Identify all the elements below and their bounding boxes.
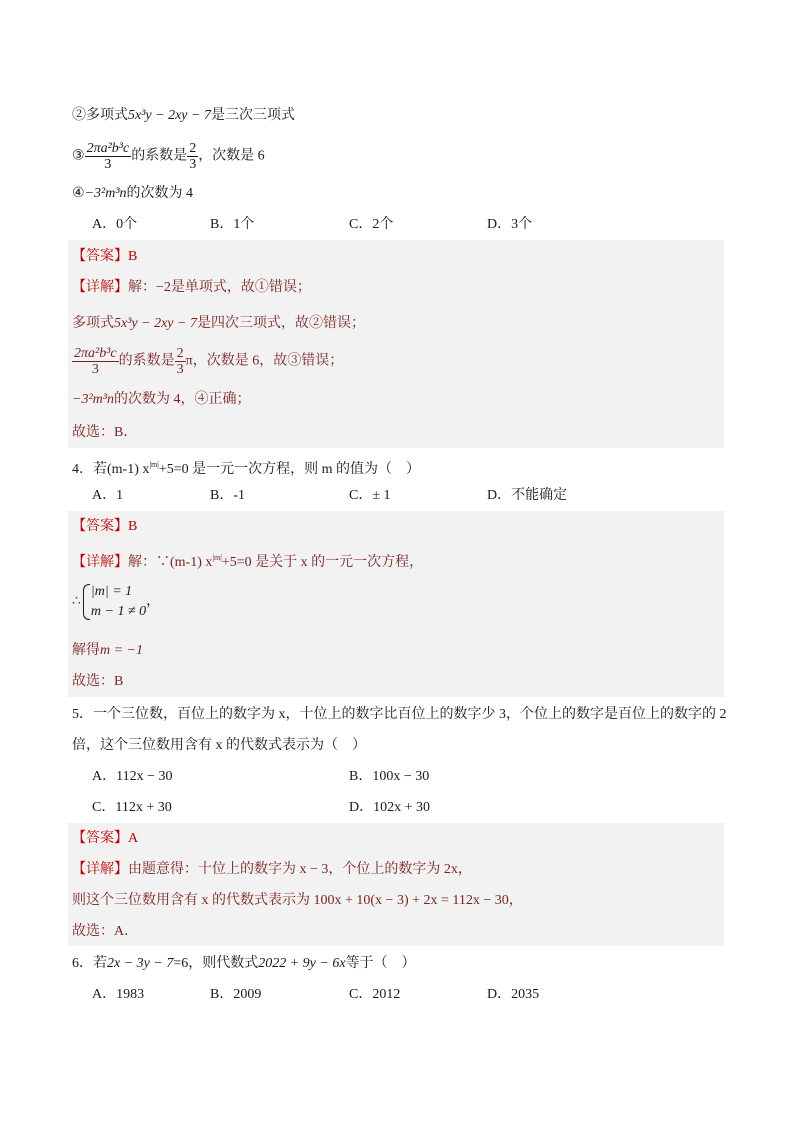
q3-option-d: D．3个	[487, 217, 533, 232]
q3-detail-4: −3²m³n的次数为 4，④正确；	[72, 392, 251, 407]
q5-answer-panel	[68, 823, 724, 946]
q3-option-a: A．0个	[92, 217, 138, 232]
statement-3: ③ $\frac{\text{2πa²b³c}}{3}$ 的系数是 $\frac{2}{3}$ ，次数是 6	[72, 141, 265, 172]
q4-answer: 【答案】B	[72, 519, 138, 534]
q4-detail-1: 【详解】解：∵(m-1) $x^{|m|}+5=0$ 是关于 x 的一元一次方程，	[72, 553, 424, 570]
q4-option-b: B．-1	[210, 488, 245, 503]
q4-option-c: C．± 1	[349, 488, 391, 503]
q5-option-c: C．112x + 30	[92, 800, 172, 815]
q6-stem: 6．若2x − 3y − 7=6，则代数式2022 + 9y − 6x等于（ ）	[72, 956, 416, 971]
q3-answer: 【答案】B	[72, 249, 138, 264]
q5-detail-1: 【详解】由题意得：十位上的数字为 x − 3，个位上的数字为 2x，	[72, 862, 472, 877]
q3-detail-2: 多项式5x³y − 2xy − 7是四次三项式，故②错误；	[72, 316, 365, 331]
statement-4: ④−3²m³n的次数为 4	[72, 186, 194, 201]
q4-option-d: D．不能确定	[487, 488, 568, 503]
q4-system: ∴ |m| = 1 m − 1 ≠ 0 ，	[72, 582, 160, 622]
q5-stem-2: 倍，这个三位数用含有 x 的代数式表示为（ ）	[72, 738, 366, 753]
q5-option-b: B．100x − 30	[349, 769, 430, 784]
q5-answer: 【答案】A	[72, 831, 139, 846]
q5-detail-2: 则这个三位数用含有 x 的代数式表示为 100x + 10(x − 3) + 2x = 112x − 30，	[72, 893, 523, 908]
q6-option-b: B．2009	[210, 987, 262, 1002]
fraction: $\frac{\text{2πa²b³c}}{3}$	[86, 141, 130, 172]
q6-option-c: C．2012	[349, 987, 401, 1002]
q5-option-a: A．112x − 30	[92, 769, 173, 784]
q4-solve: 解得m = −1	[72, 643, 144, 658]
q3-detail-1: 【详解】解：−2是单项式，故①错误；	[72, 280, 311, 295]
q3-detail-3: $\frac{\text{2πa²b³c}}{3}$ 的系数是 $\frac{2}{3}$ π，次数是 6，故③错误；	[74, 346, 344, 377]
q3-answer-panel	[68, 240, 724, 448]
q4-stem: 4．若(m-1) $x^{|m|}+5=0$ 是一元一次方程，则 m 的值为（ ）	[72, 460, 421, 477]
q6-option-d: D．2035	[487, 987, 540, 1002]
fraction: $\frac{2}{3}$	[176, 346, 184, 377]
q5-conclusion: 故选：A．	[72, 924, 139, 939]
q5-stem-1: 5．一个三位数，百位上的数字为 x，十位上的数字比百位上的数字少 3，个位上的数字是百位上的数字的 2	[72, 707, 727, 722]
q6-option-a: A．1983	[92, 987, 145, 1002]
fraction: $\frac{\text{2πa²b³c}}{3}$	[74, 346, 117, 377]
q3-option-c: C．2个	[349, 217, 394, 232]
q5-option-d: D．102x + 30	[349, 800, 431, 815]
q4-option-a: A．1	[92, 488, 124, 503]
q3-option-b: B．1个	[210, 217, 255, 232]
fraction: $\frac{2}{3}$	[189, 141, 197, 172]
equation-system: |m| = 1 m − 1 ≠ 0	[81, 582, 146, 622]
statement-2: ②多项式5x³y − 2xy − 7是三次三项式	[72, 108, 295, 123]
q4-answer-panel	[68, 511, 724, 697]
q4-conclusion: 故选：B	[72, 674, 124, 689]
q3-conclusion: 故选：B．	[72, 425, 138, 440]
